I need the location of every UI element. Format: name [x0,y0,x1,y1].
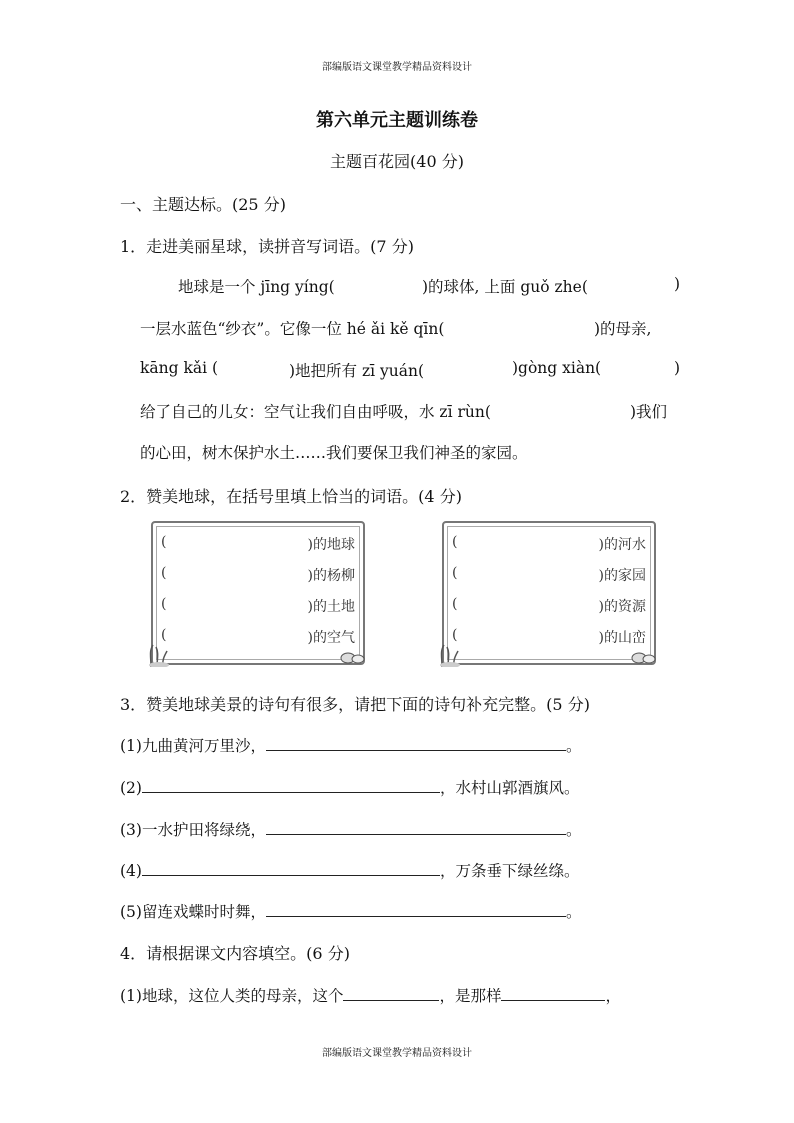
q3-item-5: (5)留连戏蝶时时舞， 。 [120,900,581,922]
q4-item-1: (1)地球，这位人类的母亲，这个 ，是那样 ， [120,984,621,1006]
q3-prompt: 3．赞美地球美景的诗句有很多，请把下面的诗句补充完整。(5 分) [120,695,590,714]
q2-prompt: 2．赞美地球，在括号里填上恰当的词语。(4 分) [120,487,462,506]
section-heading: 一、主题达标。(25 分) [120,195,286,214]
page-footer: 部编版语文课堂教学精品资料设计 [322,1048,472,1059]
q1-line-4b: )我们 [630,403,668,421]
q1-prompt: 1．走进美丽星球，读拼音写词语。(7 分) [120,237,414,256]
q1-line-3c: )gòng xiàn( [512,359,602,377]
answer-line[interactable] [142,859,440,876]
shell-icon [339,647,365,665]
q1-line-1c: ) [674,275,681,293]
page-header: 部编版语文课堂教学精品资料设计 [322,62,472,73]
q1-line-2b: )的母亲, [594,320,652,338]
answer-line[interactable] [343,984,439,1001]
q1-line-4a: 给了自己的儿女：空气让我们自由呼吸，水 zī rùn( [140,403,491,421]
q3-item-2: (2) ，水村山郭酒旗风。 [120,776,579,798]
q1-line-1a: 地球是一个 jīng yíng( [178,278,335,296]
plant-icon [147,641,171,667]
q1-line-2a: 一层水蓝色“纱衣”。它像一位 hé ǎi kě qīn( [140,320,445,338]
page-title: 第六单元主题训练卷 [316,110,478,131]
q2-right-box: ( )的河水 ( )的家园 ( )的资源 ( )的山峦 [442,521,656,665]
plant-icon [438,641,462,667]
q1-line-3d: ) [674,359,681,377]
q3-item-3: (3)一水护田将绿绕， 。 [120,818,581,840]
answer-line[interactable] [266,818,566,835]
answer-line[interactable] [501,984,605,1001]
q2-left-box: ( )的地球 ( )的杨柳 ( )的土地 ( )的空气 [151,521,365,665]
answer-line[interactable] [142,776,440,793]
q1-line-5a: 的心田，树木保护水土……我们要保卫我们神圣的家园。 [140,444,528,462]
q1-line-1b: )的球体, 上面 guǒ zhe( [422,278,588,296]
q4-prompt: 4．请根据课文内容填空。(6 分) [120,944,350,963]
q3-item-4: (4) ，万条垂下绿丝绦。 [120,859,579,881]
answer-line[interactable] [266,900,566,917]
shell-icon [630,647,656,665]
answer-line[interactable] [266,734,566,751]
q1-line-3b: )地把所有 zī yuán( [289,362,425,380]
page-subtitle: 主题百花园(40 分) [330,152,464,171]
q3-item-1: (1)九曲黄河万里沙， 。 [120,734,581,756]
q1-line-3a: kāng kǎi ( [140,359,219,377]
